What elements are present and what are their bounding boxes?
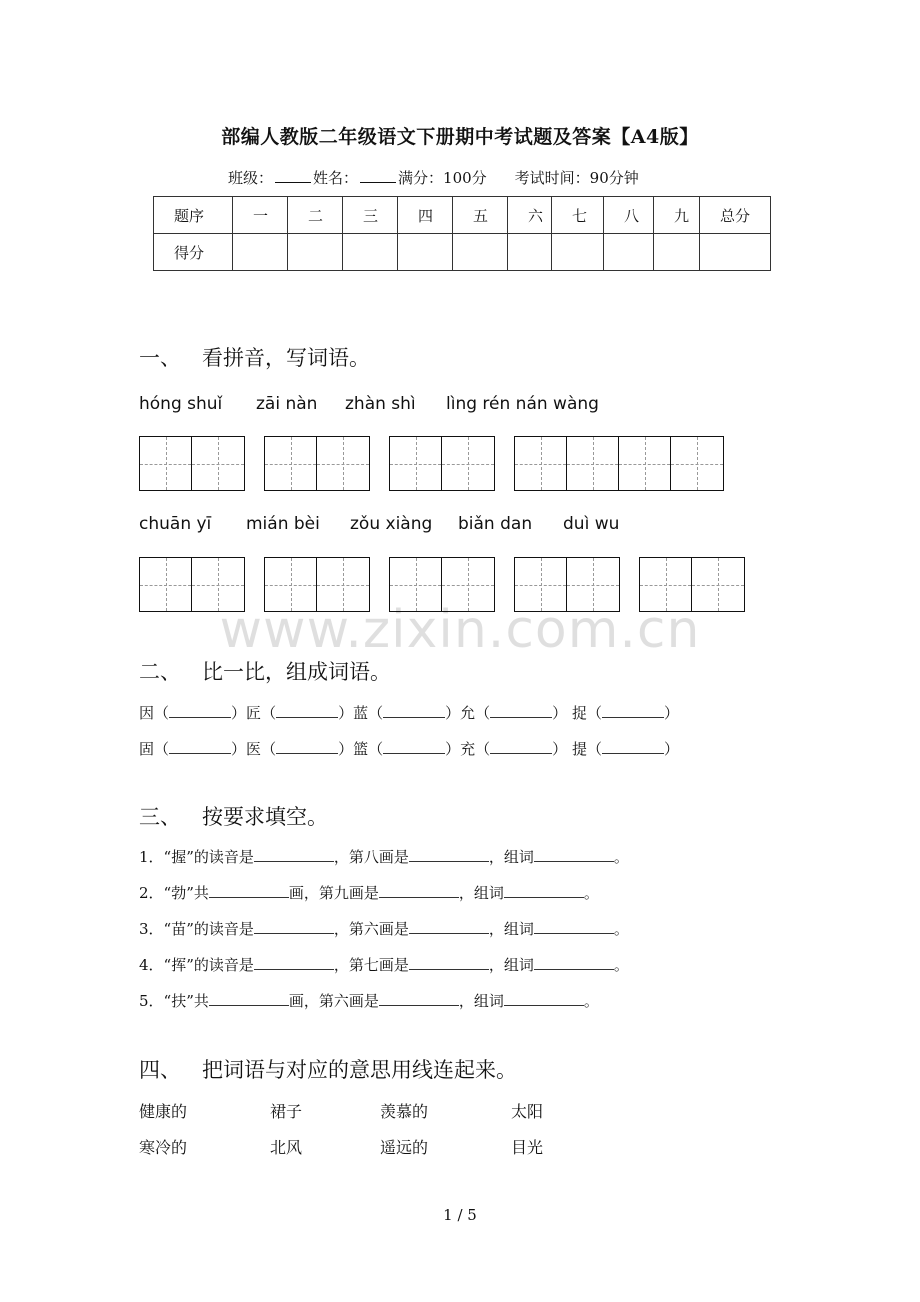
answer-blank[interactable]: [490, 705, 552, 718]
match-word[interactable]: 健康的: [139, 1102, 188, 1121]
score-header-cell: 三: [343, 197, 398, 234]
score-header-cell: 一: [233, 197, 288, 234]
score-cell: [552, 234, 604, 271]
answer-blank[interactable]: [276, 741, 338, 754]
match-word[interactable]: 目光: [511, 1138, 544, 1157]
pinyin-label: zāi nàn: [256, 394, 318, 414]
compare-char: 医: [246, 740, 262, 758]
score-table: [153, 196, 771, 271]
compare-char: 允: [460, 704, 476, 722]
answer-blank[interactable]: [209, 991, 289, 1006]
fill-item-tail: 。: [613, 920, 629, 938]
fill-item-tail: 。: [613, 848, 629, 866]
compare-char: 捉: [571, 704, 587, 722]
writing-box-group[interactable]: [389, 436, 495, 491]
match-word[interactable]: 寒冷的: [139, 1138, 188, 1157]
answer-blank[interactable]: [169, 705, 231, 718]
fill-item-end: ，组词: [488, 848, 534, 866]
compare-char: 因: [139, 704, 155, 722]
pinyin-label: chuān yī: [139, 514, 212, 534]
fill-item-mid: ，第六画是: [333, 920, 409, 938]
score-header-cell: 五: [453, 197, 508, 234]
answer-blank[interactable]: [602, 705, 664, 718]
class-label: 班级：: [228, 169, 274, 187]
fill-item-mid: ，第七画是: [333, 956, 409, 974]
section-1-heading: [139, 342, 370, 372]
section-title: 比一比，组成词语。: [202, 660, 391, 684]
match-word[interactable]: 遥远的: [380, 1138, 429, 1157]
answer-blank[interactable]: [504, 883, 584, 898]
section-number: 二、: [139, 660, 181, 684]
section-number: 一、: [139, 346, 181, 370]
writing-box-group[interactable]: [514, 436, 724, 491]
score-cell: [288, 234, 343, 271]
fill-item-end: ，组词: [458, 884, 504, 902]
section-number: 三、: [139, 805, 181, 829]
writing-box-group[interactable]: [264, 436, 370, 491]
fill-item-mid: 画，第九画是: [288, 884, 379, 902]
section-4-heading: [139, 1054, 517, 1084]
compare-char: 提: [571, 740, 587, 758]
answer-blank[interactable]: [490, 741, 552, 754]
score-cell: [654, 234, 700, 271]
match-word[interactable]: 羡慕的: [380, 1102, 429, 1121]
score-header-cell: 二: [288, 197, 343, 234]
fill-item: [139, 954, 629, 975]
score-header-cell: 六: [508, 197, 552, 234]
exam-info: [228, 167, 639, 188]
exam-time: 考试时间：90分钟: [514, 169, 639, 187]
score-header-cell: 八: [604, 197, 654, 234]
score-cell: [604, 234, 654, 271]
answer-blank[interactable]: [209, 883, 289, 898]
score-cell: [700, 234, 771, 271]
match-word[interactable]: 太阳: [511, 1102, 544, 1121]
answer-blank[interactable]: [534, 847, 614, 862]
writing-box-group[interactable]: [139, 436, 245, 491]
fill-item-prefix: 1．“握”的读音是: [139, 848, 254, 866]
answer-blank[interactable]: [379, 991, 459, 1006]
answer-blank[interactable]: [254, 955, 334, 970]
score-header-cell: 九: [654, 197, 700, 234]
class-blank: [275, 168, 311, 183]
page-number: 1 / 5: [443, 1206, 477, 1224]
fill-item-prefix: 5．“扶”共: [139, 992, 209, 1010]
fill-item-end: ，组词: [488, 920, 534, 938]
fill-item: [139, 990, 599, 1011]
section-title: 看拼音，写词语。: [202, 346, 370, 370]
answer-blank[interactable]: [409, 919, 489, 934]
answer-blank[interactable]: [409, 955, 489, 970]
compare-char: 蓝: [353, 704, 369, 722]
answer-blank[interactable]: [383, 741, 445, 754]
pinyin-label: mián bèi: [246, 514, 320, 534]
answer-blank[interactable]: [383, 705, 445, 718]
match-word[interactable]: 裙子: [270, 1102, 303, 1121]
compare-row-2: 固（ ）医（ ）篮（ ）充（ ） 提（ ）: [139, 740, 679, 758]
fill-item-prefix: 3．“苗”的读音是: [139, 920, 254, 938]
score-header-cell: 七: [552, 197, 604, 234]
compare-char: 篮: [353, 740, 369, 758]
compare-char: 充: [460, 740, 476, 758]
score-header-cell: 总分: [700, 197, 771, 234]
fill-item-tail: 。: [613, 956, 629, 974]
fill-item-mid: ，第八画是: [333, 848, 409, 866]
fill-item-prefix: 2．“勃”共: [139, 884, 209, 902]
pinyin-label: lìng rén nán wàng: [446, 394, 599, 414]
score-cell: [453, 234, 508, 271]
answer-blank[interactable]: [254, 919, 334, 934]
score-cell: [233, 234, 288, 271]
fill-item-prefix: 4．“挥”的读音是: [139, 956, 254, 974]
pinyin-label: hóng shuǐ: [139, 394, 223, 414]
section-3-heading: [139, 801, 328, 831]
watermark: www.zixin.com.cn: [219, 600, 701, 660]
answer-blank[interactable]: [276, 705, 338, 718]
answer-blank[interactable]: [534, 955, 614, 970]
answer-blank[interactable]: [504, 991, 584, 1006]
match-word[interactable]: 北风: [270, 1138, 303, 1157]
answer-blank[interactable]: [602, 741, 664, 754]
section-title: 按要求填空。: [202, 805, 328, 829]
score-cell: [508, 234, 552, 271]
fill-item-tail: 。: [583, 884, 599, 902]
fill-item-end: ，组词: [488, 956, 534, 974]
pinyin-label: biǎn dan: [458, 514, 533, 534]
answer-blank[interactable]: [409, 847, 489, 862]
compare-row-1: 因（ ）匠（ ）蓝（ ）允（ ） 捉（ ）: [139, 704, 679, 722]
pinyin-label: duì wu: [563, 514, 620, 534]
pinyin-label: zǒu xiàng: [350, 514, 433, 534]
fill-item: [139, 846, 629, 867]
full-score: 满分：100分: [398, 169, 487, 187]
fill-item-tail: 。: [583, 992, 599, 1010]
name-label: 姓名：: [313, 169, 359, 187]
answer-blank[interactable]: [169, 741, 231, 754]
answer-blank[interactable]: [379, 883, 459, 898]
score-header-cell: 四: [398, 197, 453, 234]
document-title: 部编人教版二年级语文下册期中考试题及答案【A4版】: [221, 126, 699, 148]
score-table-score-row: [154, 234, 771, 271]
name-blank: [360, 168, 396, 183]
score-row-label: 得分: [154, 234, 233, 271]
fill-item-mid: 画，第六画是: [288, 992, 379, 1010]
fill-item-end: ，组词: [458, 992, 504, 1010]
score-header-cell: 题序: [154, 197, 233, 234]
score-table-header-row: [154, 197, 771, 234]
section-number: 四、: [139, 1058, 181, 1082]
answer-blank[interactable]: [534, 919, 614, 934]
score-cell: [343, 234, 398, 271]
compare-char: 匠: [246, 704, 262, 722]
pinyin-label: zhàn shì: [345, 394, 416, 414]
score-cell: [398, 234, 453, 271]
section-2-heading: [139, 656, 391, 686]
fill-item: [139, 918, 629, 939]
section-title: 把词语与对应的意思用线连起来。: [202, 1058, 517, 1082]
compare-char: 固: [139, 740, 155, 758]
fill-item: [139, 882, 599, 903]
answer-blank[interactable]: [254, 847, 334, 862]
